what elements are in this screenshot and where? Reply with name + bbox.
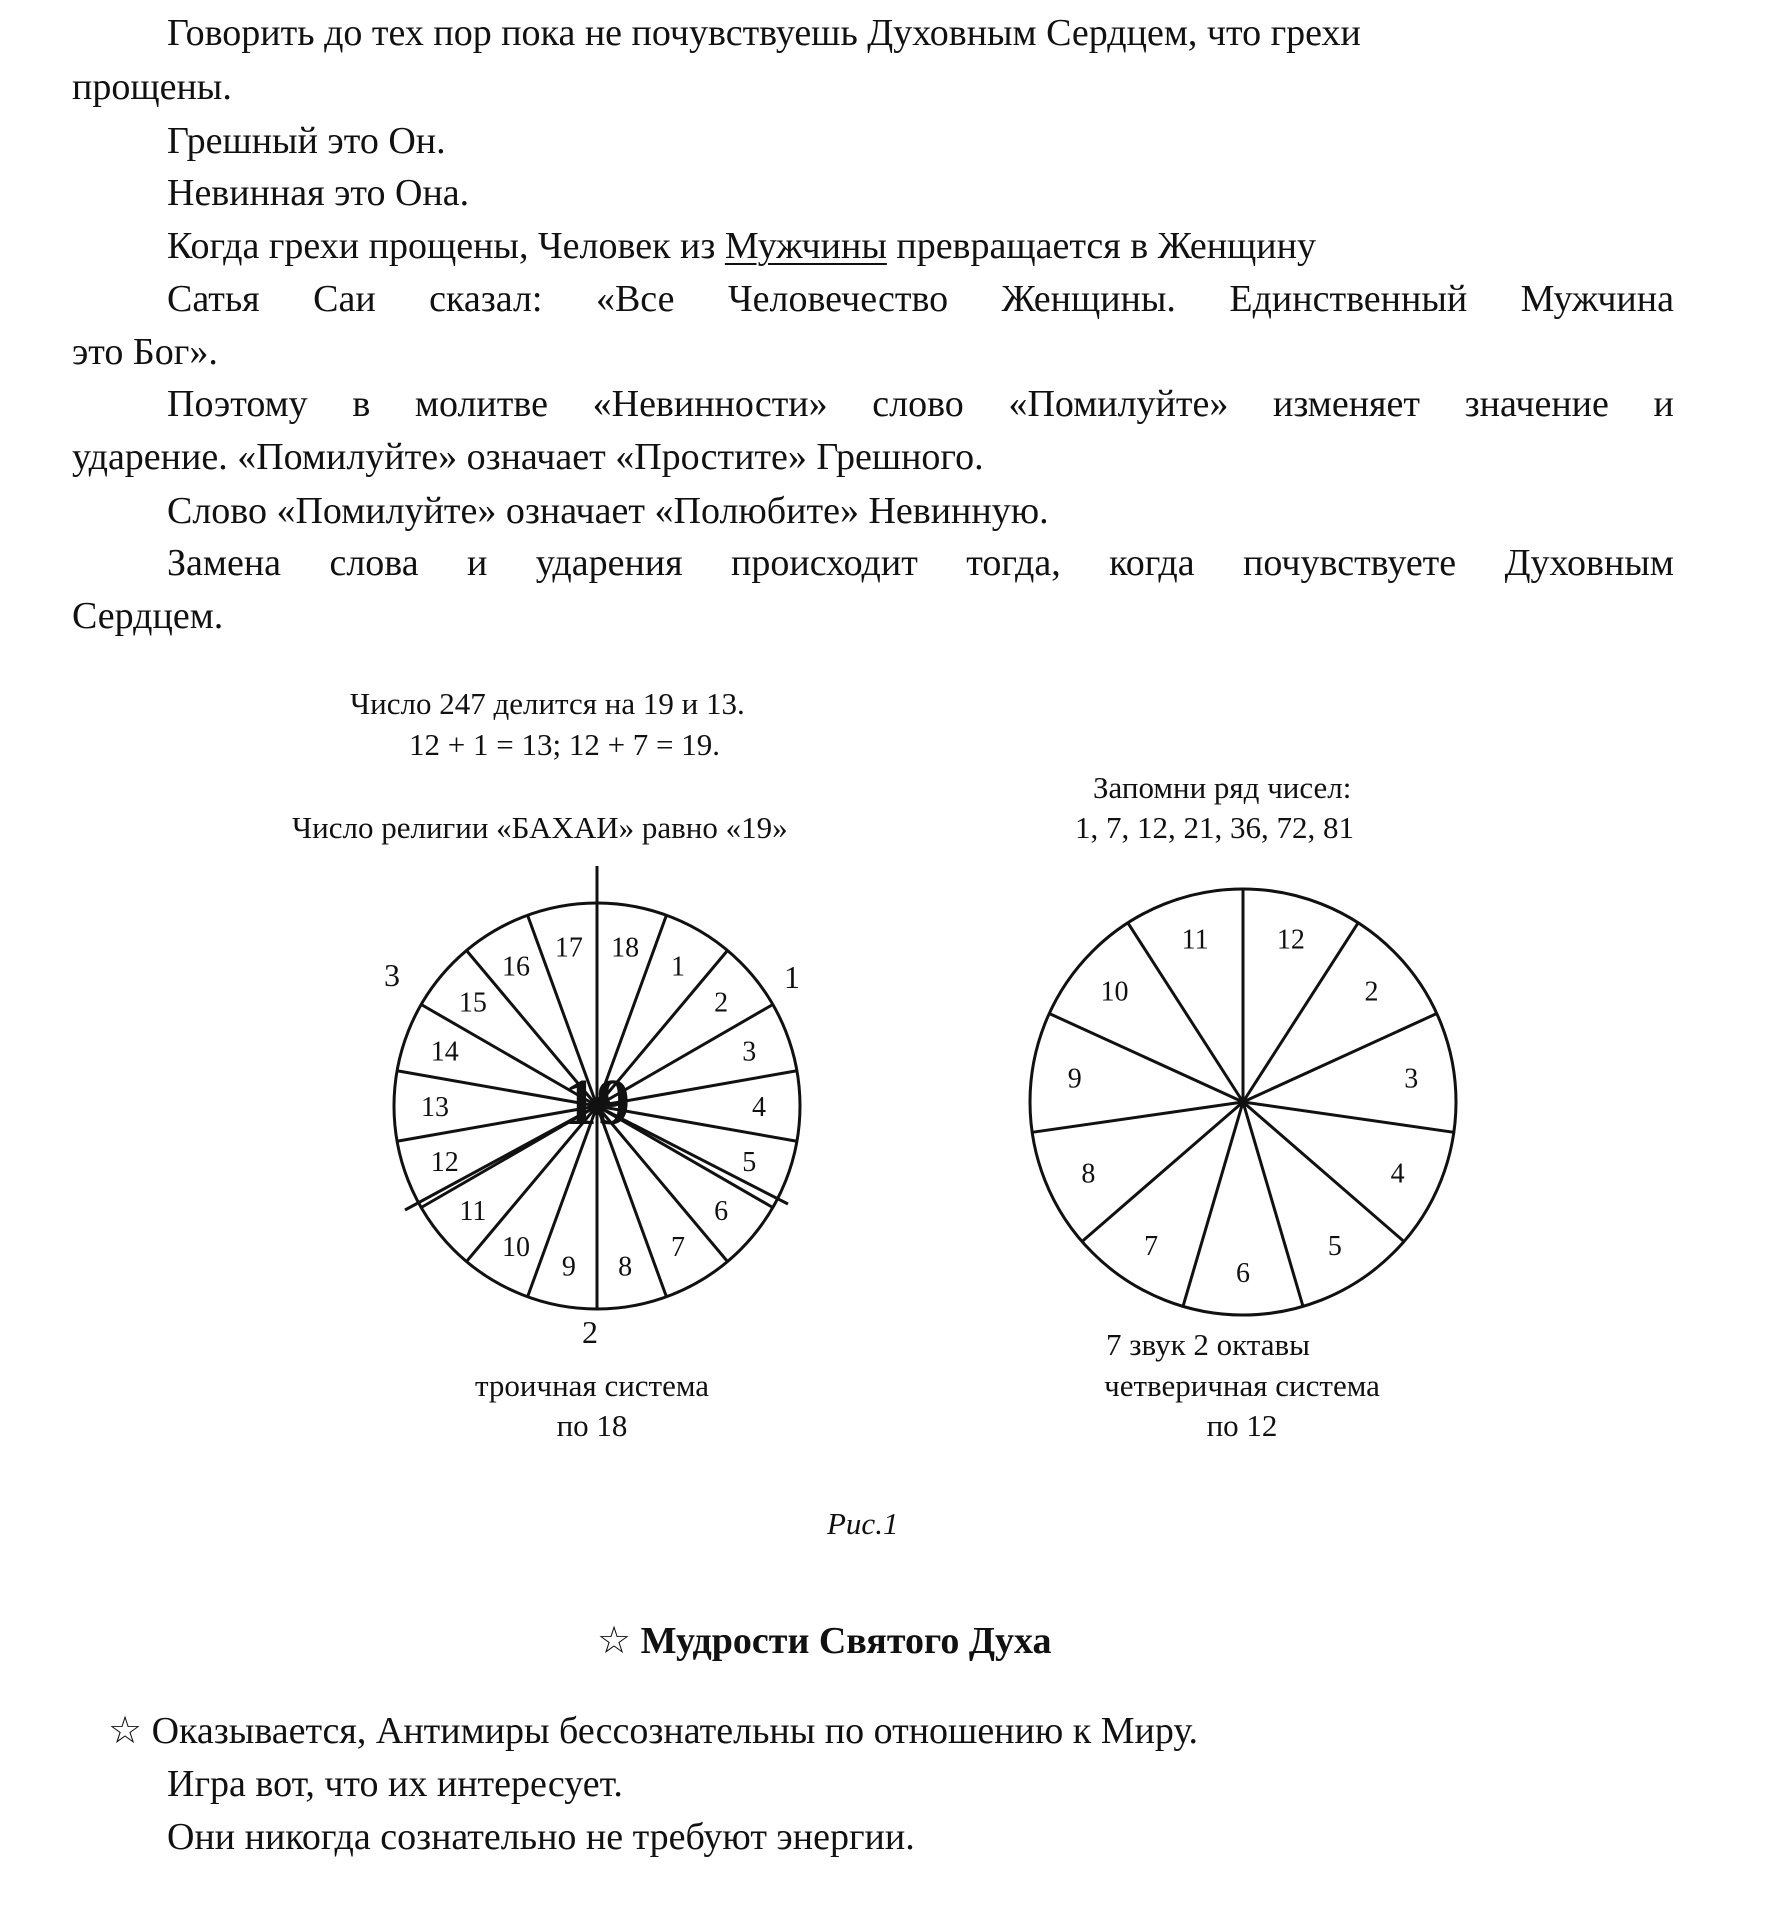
left-wheel-segment-number: 10 xyxy=(502,1232,530,1264)
p6-line1 xyxy=(167,385,1674,423)
right-wheel-segment-number: 12 xyxy=(1276,924,1305,956)
p6-word: «Невинности» xyxy=(592,383,828,425)
p1-line1: Говорить до тех пор пока не почувствуешь Духовным Сердцем, что грехи xyxy=(167,12,1361,54)
p8-word: Духовным xyxy=(1504,542,1674,584)
left-wheel-segment-number: 12 xyxy=(430,1147,459,1179)
left-system-count: по 18 xyxy=(556,1408,628,1443)
right-wheel-segment-number: 8 xyxy=(1081,1158,1096,1190)
left-wheel-segment-number: 1 xyxy=(671,951,685,983)
right-wheel-segment-number: 6 xyxy=(1236,1257,1250,1289)
left-wheel-segment-number: 13 xyxy=(421,1091,449,1123)
p5-line1 xyxy=(167,280,1674,318)
section-item-2: Игра вот, что их интересует. xyxy=(167,1763,623,1805)
right-wheel-segment-number: 7 xyxy=(1144,1230,1159,1262)
p5-word: сказал: xyxy=(429,278,543,320)
figure-note-247: Число 247 делится на 19 и 13. xyxy=(350,686,745,721)
right-system-count: по 12 xyxy=(1206,1408,1278,1443)
p8-word: почувствуете xyxy=(1243,542,1457,584)
left-wheel-segment-number: 7 xyxy=(671,1232,685,1264)
section-item-1-text: Оказывается, Антимиры бессознательны по отношению к Миру. xyxy=(151,1710,1199,1752)
right-wheel-lines xyxy=(1030,889,1456,1315)
left-system-caption: троичная система xyxy=(474,1368,710,1403)
p8-line1 xyxy=(167,544,1674,582)
right-wheel-spoke xyxy=(1183,1102,1243,1306)
p5-word: Мужчина xyxy=(1520,278,1674,320)
p6-word: в xyxy=(352,383,371,425)
p6-word: изменяет xyxy=(1273,383,1421,425)
section-item-3: Они никогда сознательно не требуют энергии. xyxy=(167,1816,915,1858)
left-wheel-segment-number: 14 xyxy=(430,1036,459,1068)
p4 xyxy=(167,227,1316,265)
section-heading-text: Мудрости Святого Духа xyxy=(640,1620,1052,1662)
p5-word: «Все xyxy=(595,278,675,320)
left-wheel-segment-number: 15 xyxy=(458,987,487,1019)
left-outer-label-3: 3 xyxy=(384,957,400,993)
p8-word: происходит xyxy=(731,542,918,584)
right-wheel-under-caption: 7 звук 2 октавы xyxy=(1106,1327,1310,1362)
p6-line2: ударение. «Помилуйте» означает «Простите» Грешного. xyxy=(72,436,984,478)
left-outer-label-2: 2 xyxy=(582,1314,598,1350)
right-wheel-segment-number: 11 xyxy=(1181,924,1209,956)
p8-word: Замена xyxy=(167,542,282,584)
right-wheel-segment-number: 10 xyxy=(1100,976,1129,1008)
remember-numbers: 1, 7, 12, 21, 36, 72, 81 xyxy=(1075,810,1354,845)
left-wheel-segment-number: 11 xyxy=(459,1195,487,1227)
star-icon: ☆ xyxy=(108,1710,143,1752)
p8-word: слова xyxy=(329,542,419,584)
p8-word: тогда, xyxy=(966,542,1061,584)
p1-line2: прощены. xyxy=(72,66,232,108)
left-wheel-segment-number: 17 xyxy=(554,932,583,964)
left-wheel-segment-number: 6 xyxy=(714,1195,729,1227)
p3: Невинная это Она. xyxy=(167,172,470,214)
left-wheel-segment-number: 16 xyxy=(502,951,530,983)
star-icon: ☆ xyxy=(597,1620,632,1662)
right-system-caption: четверичная система xyxy=(1104,1368,1380,1403)
p6-word: «Помилуйте» xyxy=(1008,383,1229,425)
left-wheel-diagram xyxy=(370,858,810,1358)
section-heading xyxy=(597,1622,1051,1660)
right-wheel-spoke xyxy=(1243,1102,1303,1306)
p5-word: Женщины. xyxy=(1001,278,1176,320)
p8-line2: Сердцем. xyxy=(72,595,224,637)
left-wheel-segment-number: 9 xyxy=(561,1251,576,1283)
p8-word: и xyxy=(467,542,488,584)
remember-title: Запомни ряд чисел: xyxy=(1093,770,1352,805)
p6-word: и xyxy=(1653,383,1674,425)
left-outer-label-1: 1 xyxy=(784,959,800,995)
left-wheel-segment-number: 18 xyxy=(611,932,640,964)
left-wheel-segment-number: 3 xyxy=(742,1036,757,1068)
p8-word: ударения xyxy=(535,542,683,584)
figure-note-equation: 12 + 1 = 13; 12 + 7 = 19. xyxy=(409,727,721,762)
right-wheel-diagram xyxy=(1015,870,1485,1320)
p6-word: слово xyxy=(872,383,964,425)
p2: Грешный это Он. xyxy=(167,120,446,162)
p5-word: Сатья xyxy=(167,278,260,320)
left-wheel-center-number: 19 xyxy=(564,1066,630,1139)
right-wheel-segment-number: 2 xyxy=(1364,976,1379,1008)
p6-word: молитве xyxy=(414,383,548,425)
p6-word: значение xyxy=(1464,383,1609,425)
p4-before: Когда грехи прощены, Человек из xyxy=(167,225,725,267)
p5-word: Человечество xyxy=(727,278,949,320)
section-item-1 xyxy=(108,1712,1198,1750)
figure-note-bahai: Число религии «БАХАИ» равно «19» xyxy=(292,810,788,845)
left-wheel-segment-number: 8 xyxy=(618,1251,633,1283)
p6-word: Поэтому xyxy=(167,383,308,425)
p7: Слово «Помилуйте» означает «Полюбите» Невинную. xyxy=(167,490,1049,532)
right-wheel-segment-number: 5 xyxy=(1327,1230,1342,1262)
right-wheel-segment-number: 4 xyxy=(1390,1158,1405,1190)
p8-word: когда xyxy=(1109,542,1195,584)
p5-word: Саи xyxy=(313,278,376,320)
p4-after: превращается в Женщину xyxy=(886,225,1316,267)
right-wheel-segment-number: 9 xyxy=(1067,1063,1082,1095)
left-wheel-segment-number: 2 xyxy=(714,987,729,1019)
p5-line2: это Бог». xyxy=(72,331,218,373)
p4-underlined-word: Мужчины xyxy=(724,225,887,267)
figure-caption: Рис.1 xyxy=(827,1506,899,1541)
p5-word: Единственный xyxy=(1229,278,1468,320)
left-wheel-segment-number: 5 xyxy=(742,1147,757,1179)
right-wheel-segment-number: 3 xyxy=(1404,1063,1419,1095)
left-wheel-segment-number: 4 xyxy=(752,1091,766,1123)
